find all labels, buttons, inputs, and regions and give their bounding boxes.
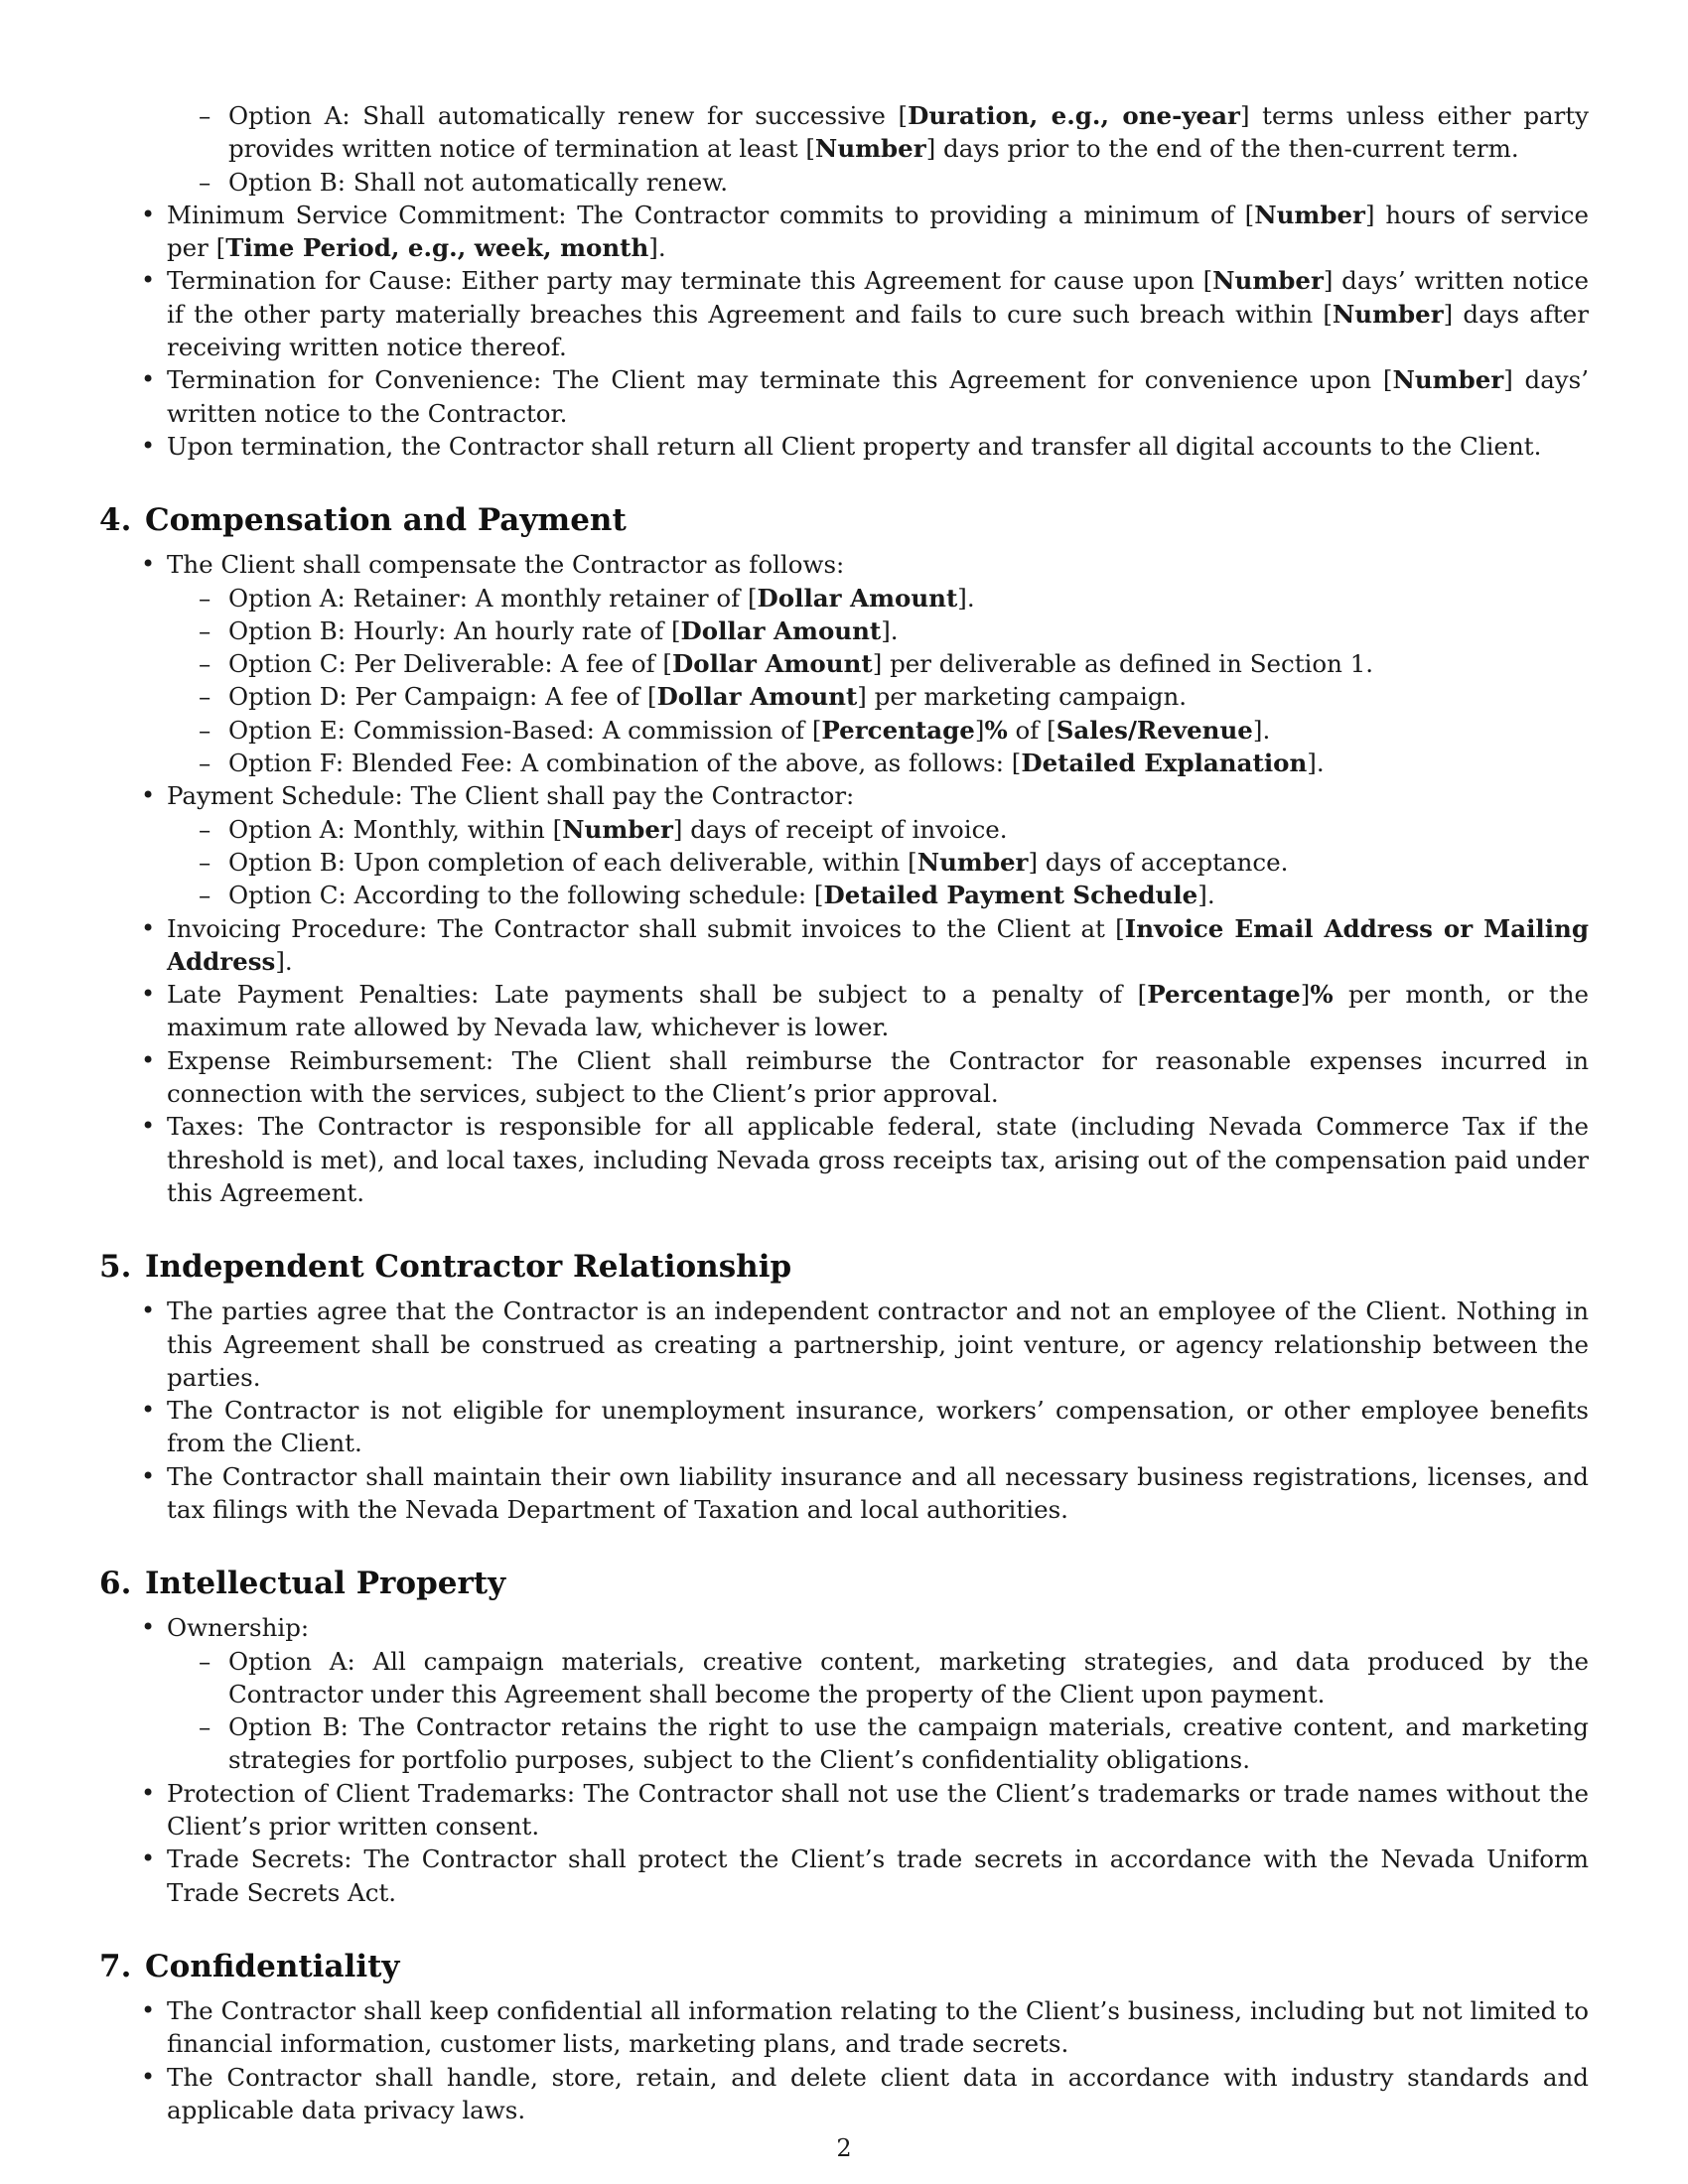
list-item [99, 1044, 1589, 1111]
placeholder-field: Dollar Amount [757, 583, 958, 613]
placeholder-field: Percentage [821, 715, 975, 745]
list-item [99, 1295, 1589, 1394]
section-title: Compensation and Payment [145, 502, 627, 539]
section-number: 7. [99, 1948, 132, 1984]
placeholder-field: Duration, e.g., one-year [908, 101, 1240, 130]
list-item [99, 1460, 1589, 1527]
list-item [99, 1777, 1589, 1843]
text-run: of [ [1007, 715, 1056, 745]
text-run: Option B: Shall not automatically renew. [228, 167, 729, 197]
text-run: Option B: Upon completion of each deliverable, within [ [228, 847, 917, 877]
text-run: Option B: Hourly: An hourly rate of [ [228, 615, 681, 645]
sub-option-item [167, 680, 1589, 713]
text-run: ] days of receipt of invoice. [672, 814, 1008, 844]
text-run: Trade Secrets: The Contractor shall protect the Client’s trade secrets in accordance with the Nevada Uniform Trade Secrets Act. [167, 1844, 1589, 1907]
text-run: ] days’ written notice if the other party materially breaches this Agreement and fails to cure such breach within [ [167, 266, 1589, 329]
section-title: Independent Contractor Relationship [145, 1249, 792, 1286]
text-run: Late Payment Penalties: Late payments shall be subject to a penalty of [ [167, 980, 1148, 1010]
list-item [99, 912, 1589, 979]
placeholder-field: Dollar Amount [671, 649, 873, 679]
section-3-list [99, 199, 1589, 463]
text-run: ]. [957, 583, 975, 613]
sub-option-item [99, 166, 1589, 199]
list-item [99, 1611, 1589, 1776]
sub-option-list [167, 582, 1589, 780]
text-run: per month, or the maximum rate allowed by Nevada law, whichever is lower. [167, 980, 1589, 1042]
placeholder-field: Number [1332, 299, 1444, 329]
placeholder-field: Number [562, 814, 673, 844]
placeholder-field: Number [1212, 266, 1324, 296]
text-run: ] [974, 715, 985, 745]
text-run: ] days prior to the end of the then-current term. [925, 134, 1519, 164]
text-run: Option A: Retainer: A monthly retainer of [ [228, 583, 758, 613]
placeholder-field: % [1310, 980, 1334, 1010]
text-run: Option C: Per Deliverable: A fee of [ [228, 649, 672, 679]
sub-option-list [167, 1645, 1589, 1777]
list-item [99, 1394, 1589, 1460]
text-run: Option A: Shall automatically renew for successive [ [228, 101, 909, 130]
placeholder-field: Dollar Amount [656, 682, 858, 712]
placeholder-field: Number [814, 134, 926, 164]
sub-option-item [167, 714, 1589, 747]
text-run: ] hours of service per [ [167, 200, 1589, 263]
list-item [99, 430, 1589, 463]
list-item [99, 1110, 1589, 1209]
section-title: Intellectual Property [145, 1566, 506, 1602]
text-run: The Client shall compensate the Contractor as follows: [167, 550, 845, 580]
text-run: ]. [1252, 715, 1271, 745]
text-run: Option A: All campaign materials, creative content, marketing strategies, and data produced by the Contractor under this Agreement shall become the property of the Client upon payment. [228, 1646, 1589, 1708]
placeholder-field: Detailed Explanation [1021, 749, 1308, 778]
text-run: Termination for Cause: Either party may terminate this Agreement for cause upon [ [167, 266, 1213, 296]
section-number: 5. [99, 1249, 132, 1286]
text-run: Protection of Client Trademarks: The Contractor shall not use the Client’s trademarks or trade names without the Client’s prior written consent. [167, 1778, 1589, 1842]
placeholder-field: Number [1254, 200, 1365, 229]
section-title: Confidentiality [145, 1948, 400, 1984]
text-run: Option D: Per Campaign: A fee of [ [228, 682, 657, 712]
text-run: ]. [1197, 881, 1215, 910]
list-item [99, 978, 1589, 1044]
text-run: Upon termination, the Contractor shall return all Client property and transfer all digital accounts to the Client. [167, 431, 1542, 461]
section-heading [99, 1247, 1589, 1287]
sub-option-item [167, 1710, 1589, 1777]
continued-option-list [99, 99, 1589, 199]
list-item [99, 2061, 1589, 2127]
section-list [99, 548, 1589, 1209]
sub-option-item [167, 813, 1589, 846]
text-run: Option E: Commission-Based: A commission of [ [228, 715, 822, 745]
text-run: ] days’ written notice to the Contractor. [167, 365, 1590, 428]
sub-option-item [167, 879, 1589, 911]
sections-container [99, 500, 1589, 2126]
text-run: ]. [275, 946, 293, 976]
placeholder-field: Number [1392, 365, 1504, 395]
text-run: Option B: The Contractor retains the right to use the campaign materials, creative content, and marketing strategies for portfolio purposes, subject to the Client’s confidentiality obligations. [228, 1712, 1589, 1775]
text-run: Invoicing Procedure: The Contractor shall submit invoices to the Client at [ [167, 913, 1125, 943]
sub-option-item [167, 1645, 1589, 1711]
list-item [99, 264, 1589, 363]
list-item [99, 199, 1589, 265]
text-run: ]. [648, 233, 666, 263]
placeholder-field: Detailed Payment Schedule [823, 881, 1198, 910]
list-item [99, 548, 1589, 779]
text-run: Option F: Blended Fee: A combination of the above, as follows: [ [228, 749, 1022, 778]
text-run: ]. [1307, 749, 1325, 778]
sub-option-item [167, 582, 1589, 614]
section-list [99, 1611, 1589, 1909]
text-run: Payment Schedule: The Client shall pay the Contractor: [167, 781, 855, 811]
sub-option-list [167, 813, 1589, 912]
text-run: Expense Reimbursement: The Client shall reimburse the Contractor for reasonable expenses incurred in connection with the services, subject to the Client’s prior approval. [167, 1045, 1589, 1109]
list-item [99, 363, 1589, 430]
sub-option-item [167, 647, 1589, 680]
section-heading [99, 1564, 1589, 1603]
section-heading [99, 1947, 1589, 1986]
placeholder-field: Percentage [1147, 980, 1301, 1010]
section-number: 6. [99, 1566, 132, 1602]
sub-option-item [167, 614, 1589, 647]
text-run: The parties agree that the Contractor is an independent contractor and not an employee of the Client. Nothing in this Agreement shall be construed as creating a partnership, joint venture, or agency relationship between the parties. [167, 1297, 1589, 1392]
placeholder-field: Time Period, e.g., week, month [225, 233, 649, 263]
text-run: Option A: Monthly, within [ [228, 814, 563, 844]
sub-option-item [167, 846, 1589, 879]
list-item [99, 1843, 1589, 1909]
placeholder-field: Invoice Email Address or Mailing Address [167, 913, 1589, 976]
text-run: Option C: According to the following schedule: [ [228, 881, 824, 910]
text-run: Taxes: The Contractor is responsible for all applicable federal, state (including Nevada Commerce Tax if the threshold is met), and local taxes, including Nevada gross receipts tax, arising out of the compensation paid under this Agreement. [167, 1112, 1589, 1207]
page-number: 2 [836, 2134, 852, 2162]
text-run: The Contractor shall handle, store, retain, and delete client data in accordance with industry standards and applicable data privacy laws. [167, 2062, 1589, 2124]
text-run: ] terms unless either party provides written notice of termination at least [ [228, 101, 1590, 164]
list-item [99, 779, 1589, 911]
text-run: Termination for Convenience: The Client may terminate this Agreement for convenience upon [ [167, 365, 1393, 395]
sub-option-item [167, 747, 1589, 779]
section-list [99, 1295, 1589, 1526]
text-run: ] per marketing campaign. [857, 682, 1188, 712]
placeholder-field: Sales/Revenue [1055, 715, 1253, 745]
list-item [99, 1994, 1589, 2061]
text-run: ] days after receiving written notice thereof. [167, 299, 1589, 362]
text-run: The Contractor is not eligible for unemployment insurance, workers’ compensation, or other employee benefits from the Client. [167, 1396, 1589, 1458]
text-run: ] [1300, 980, 1311, 1010]
sub-option-item [99, 99, 1589, 166]
text-run: Minimum Service Commitment: The Contractor commits to providing a minimum of [ [167, 200, 1255, 229]
placeholder-field: Dollar Amount [680, 615, 882, 645]
section-list [99, 1994, 1589, 2126]
text-run: ] days of acceptance. [1028, 847, 1289, 877]
placeholder-field: % [984, 715, 1008, 745]
text-run: ]. [881, 615, 899, 645]
section-heading [99, 500, 1589, 540]
text-run: The Contractor shall maintain their own liability insurance and all necessary business registrations, licenses, and tax filings with the Nevada Department of Taxation and local authorities. [167, 1461, 1589, 1524]
section-number: 4. [99, 502, 132, 539]
placeholder-field: Number [916, 847, 1029, 877]
text-run: ] per deliverable as defined in Section 1. [872, 649, 1374, 679]
text-run: Ownership: [167, 1613, 310, 1643]
text-run: The Contractor shall keep confidential all information relating to the Client’s business, including but not limited to financial information, customer lists, marketing plans, and trade secrets. [167, 1995, 1589, 2059]
